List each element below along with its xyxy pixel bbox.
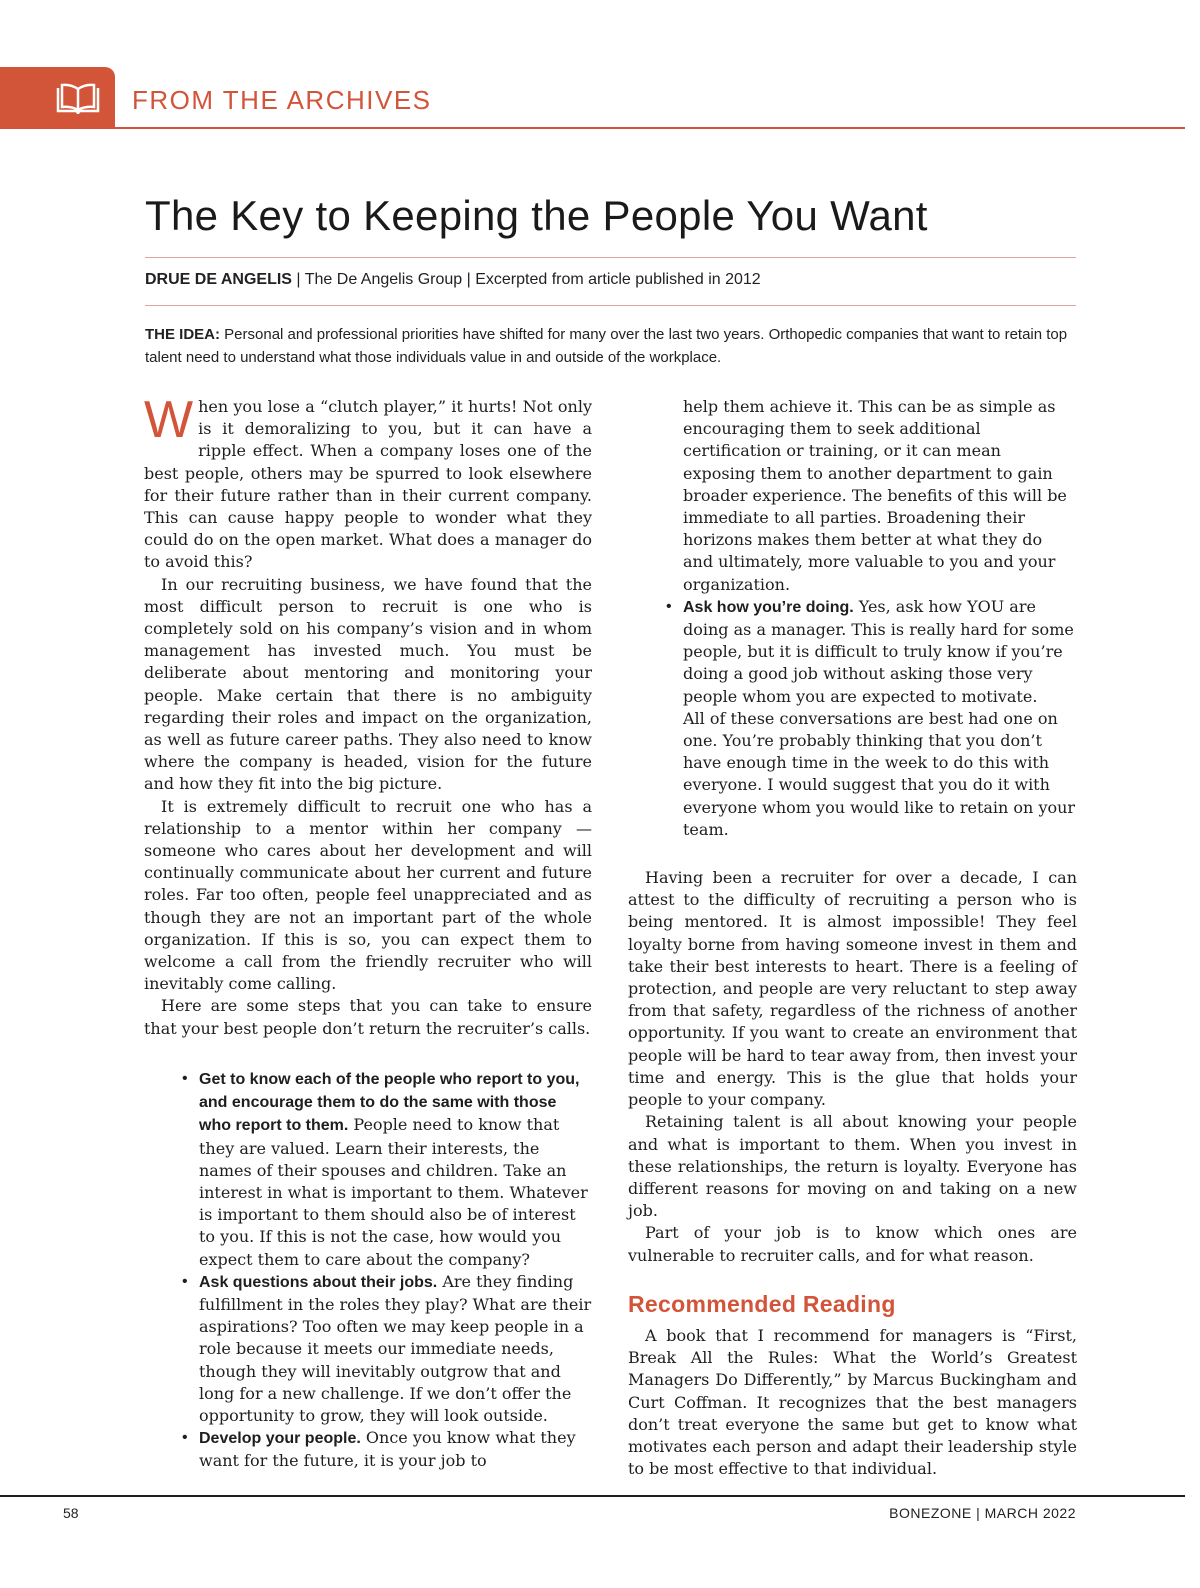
section-heading: Recommended Reading [628, 1290, 896, 1317]
idea-label: THE IDEA: [145, 326, 220, 343]
byline-details: | The De Angelis Group | Excerpted from article published in 2012 [291, 271, 761, 288]
publication-folio: BONEZONE | MARCH 2022 [889, 1505, 1076, 1521]
list-item-lead: Get to know each of the people who report to you, and encourage them to do the same with those who report to them. [199, 1070, 580, 1135]
idea-text: Personal and professional priorities have shifted for many over the last two years. Orthopedic companies that want to retain top talent need to understand what those individuals value in and outside of the workplace. [145, 326, 1068, 366]
idea-summary [145, 323, 1085, 369]
title-divider [145, 257, 1076, 258]
byline [145, 271, 761, 289]
article-title: The Key to Keeping the People You Want [145, 192, 928, 239]
paragraph: Part of your job is to know which ones are vulnerable to recruiter calls, and for what reason. [628, 1223, 1077, 1265]
list-item-lead: Ask questions about their jobs. [199, 1273, 438, 1291]
section-rule [115, 127, 1185, 129]
list-item [666, 596, 1077, 708]
page-number: 58 [63, 1505, 79, 1521]
drop-cap: W [144, 391, 194, 449]
section-tab [0, 67, 115, 129]
list-item-text: People need to know that they are valued. Learn their interests, the names of their spouses and children. Take an interest in what is important to them. Whatever is important to them should also be of interest to you. If this is not the case, how would you expect them to care about the company? [199, 1115, 588, 1269]
body-column-right [628, 396, 1077, 1480]
list-item-text: Once you know what they want for the future, it is your job to [199, 1428, 576, 1471]
paragraph: Retaining talent is all about knowing your people and what is important to them. When you invest in these relationships, the return is loyalty. Everyone has different reasons for moving on and taking on a new job. [628, 1112, 1077, 1221]
author-name: DRUE DE ANGELIS [145, 271, 292, 288]
paragraph: A book that I recommend for managers is “First, Break All the Rules: What the World’s Greatest Managers Do Differently,” by Marcus Buckingham and Curt Coffman. It recognizes that the best managers don’t treat everyone the same but get to know what motivates each person and adapt their leadership style to be most effective to that individual. [628, 1325, 1077, 1479]
list-item-continuation: help them achieve it. This can be as simple as encouraging them to seek additional certification or training, or it can mean exposing them to another department to gain broader experience. The benefits of this will be immediate to all parties. Broadening their horizons makes them better at what they do and ultimately, more valuable to you and your organization. [683, 397, 1067, 594]
list-item-text-extra: All of these conversations are best had one on one. You’re probably thinking that you don’t have enough time in the week to do this with everyone. I would suggest that you do it with everyone whom you would like to retain on your team. [683, 708, 1076, 839]
paragraph: Having been a recruiter for over a decade, I can attest to the difficulty of recruiting a person who is being mentored. It is almost impossible! They feel loyalty borne from having someone invest in them and take their best interests to heart. There is a feeling of protection, and people are very reluctant to step away from that safety, regardless of the richness of another opportunity. If you want to create an environment that people will be hard to tear away from, then invest your time and energy. This is the glue that holds your people to your company. [628, 868, 1077, 1110]
byline-divider [145, 305, 1076, 306]
paragraph: Here are some steps that you can take to ensure that your best people don’t return the recruiter’s calls. [144, 996, 592, 1038]
footer-rule [0, 1495, 1185, 1497]
list-item [182, 1068, 592, 1271]
list-item-text: Yes, ask how YOU are doing as a manager. This is really hard for some people, but it is difficult to truly know if you’re doing a good job without asking those very people whom you are expected to motivate. [683, 596, 1074, 706]
paragraph: It is extremely difficult to recruit one who has a relationship to a mentor within her company — someone who cares about her development and will continually communicate about her current and future roles. Far too often, people feel unappreciated and as though they are not an important part of the whole organization. If this is so, you can expect them to welcome a call from the friendly recruiter who will inevitably come calling. [144, 796, 592, 994]
body-column-left [144, 391, 592, 1473]
list-item-text: Are they finding fulfillment in the roles they play? What are their aspirations? Too often we may keep people in a role because it meets our immediate needs, though they will inevitably outgrow that and long for a new challenge. If we don’t offer the opportunity to grow, they will look outside. [199, 1271, 592, 1425]
paragraph: When you lose a “clutch player,” it hurts! Not only is it demoralizing to you, but it can have a ripple effect. When a company loses one of the best people, others may be spurred to look elsewhere for their future rather than in their current company. This can cause happy people to wonder what they could do on the open market. What does a manager do to avoid this? [144, 391, 592, 572]
list-item-lead: Develop your people. [199, 1430, 361, 1448]
paragraph: In our recruiting business, we have found that the most difficult person to recruit is one who is completely sold on his company’s vision and in whom management has invested much. You must be deliberate about mentoring and monitoring your people. Make certain that there is no ambiguity regarding their roles and impact on the organization, as well as future career paths. They also need to know where the company is headed, vision for the future and how they fit into the big picture. [144, 574, 592, 794]
list-item-lead: Ask how you’re doing. [683, 598, 854, 616]
section-label: FROM THE ARCHIVES [132, 85, 432, 115]
tips-list-continued [666, 596, 1077, 708]
tips-list [182, 1068, 592, 1473]
list-item [182, 1271, 592, 1427]
list-item [182, 1427, 592, 1472]
open-book-icon [55, 83, 101, 115]
